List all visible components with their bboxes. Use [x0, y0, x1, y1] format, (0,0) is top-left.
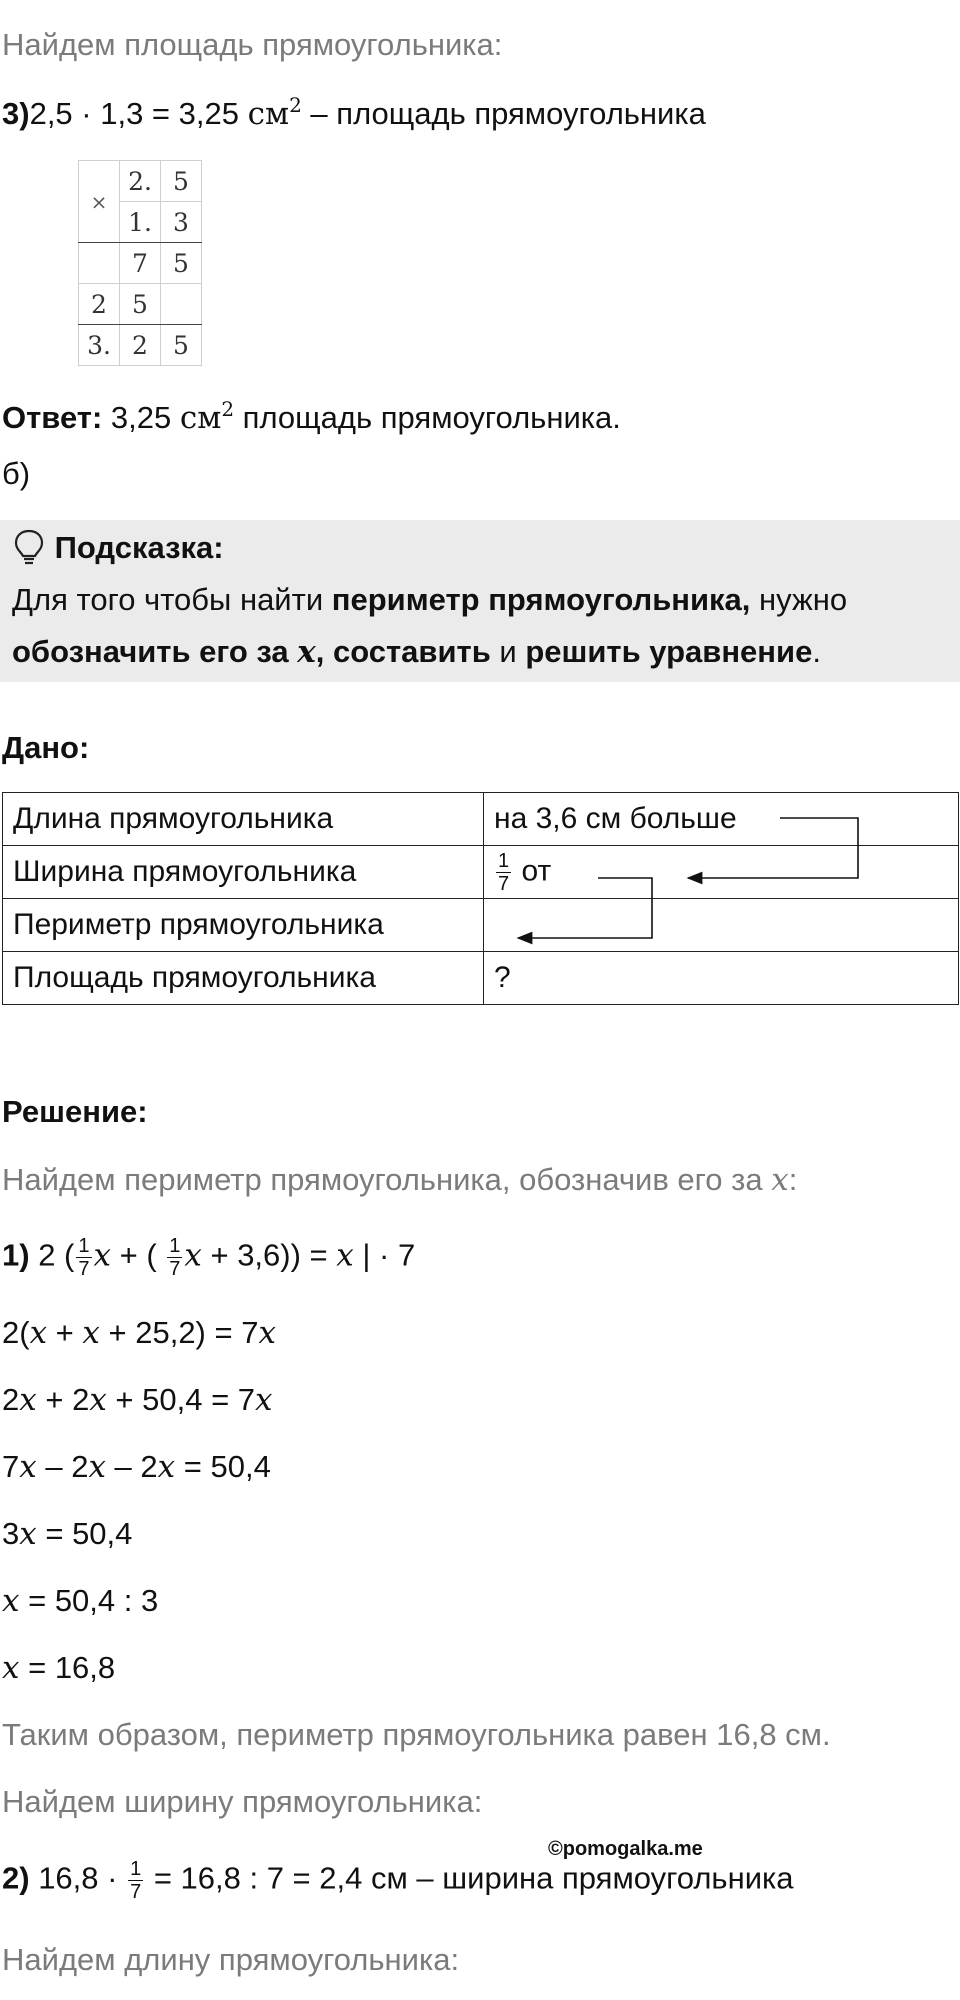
- table-row: [3, 899, 959, 952]
- hint-title: Подсказка:: [54, 530, 224, 565]
- equation-5: [2, 1514, 132, 1554]
- fraction-numerator: 1: [498, 849, 510, 872]
- lightbulb-icon: [12, 528, 46, 566]
- step2-number: 2): [2, 1860, 30, 1896]
- hint-text: нужно: [750, 582, 848, 617]
- table-row: [3, 846, 959, 899]
- grid-cell: 5: [120, 284, 161, 325]
- eq-text: + 3,6)) =: [201, 1237, 337, 1273]
- conclusion-text: Таким образом, периметр прямоугольника равен 16,8 см.: [2, 1717, 831, 1752]
- fraction-denominator: 7: [169, 1258, 181, 1280]
- given-label: Площадь прямоугольника: [3, 952, 484, 1005]
- multiplication-grid: [78, 160, 202, 366]
- given-label: Длина прямоугольника: [3, 793, 484, 846]
- hint-emphasis: обозначить его за: [12, 634, 298, 669]
- eq-variable: x: [88, 1449, 106, 1485]
- multiply-sign: ×: [79, 161, 120, 243]
- eq-variable: x: [2, 1650, 20, 1686]
- grid-cell: 7: [120, 243, 161, 284]
- fraction: [496, 850, 511, 895]
- solution-variable: x: [771, 1162, 789, 1198]
- solution-intro-text: Найдем периметр прямоугольника, обозначив его за: [2, 1162, 772, 1197]
- given-value-text: от: [521, 853, 552, 887]
- answer-value: 3,25: [102, 400, 180, 435]
- eq-text: – 2: [105, 1449, 158, 1484]
- hint-line-1: [12, 580, 847, 620]
- equation-3: [2, 1380, 273, 1420]
- fraction: [128, 1858, 143, 1903]
- answer-tail: площадь прямоугольника.: [234, 400, 621, 435]
- given-table: [2, 792, 959, 1005]
- equation-number: 1): [2, 1237, 30, 1273]
- solution-intro-end: :: [788, 1162, 798, 1197]
- equation-2: [2, 1313, 276, 1353]
- eq-variable: x: [93, 1237, 111, 1274]
- eq-text: + 25,2) = 7: [99, 1315, 259, 1350]
- eq-text: = 50,4: [175, 1449, 271, 1484]
- step3-expression: 2,5 · 1,3 = 3,25: [29, 96, 248, 131]
- eq-text: | · 7: [353, 1237, 416, 1273]
- fraction: [167, 1235, 182, 1280]
- table-row: [3, 793, 959, 846]
- hint-text: Для того чтобы найти: [12, 582, 332, 617]
- step3-description: – площадь прямоугольника: [301, 96, 706, 131]
- grid-cell: 1.: [120, 202, 161, 243]
- eq-variable: x: [19, 1516, 37, 1552]
- eq-variable: x: [336, 1237, 354, 1274]
- grid-cell: [79, 243, 120, 284]
- step3-exponent: 2: [289, 93, 302, 117]
- hint-box: [0, 520, 960, 682]
- step3-number: 3): [2, 96, 30, 131]
- eq-text: = 50,4: [36, 1516, 133, 1551]
- eq-text: 2: [2, 1382, 20, 1417]
- grid-cell: 5: [161, 161, 202, 202]
- given-title: Дано:: [2, 730, 90, 765]
- eq-text: 16,8 ·: [29, 1860, 127, 1896]
- fraction-denominator: 7: [78, 1258, 90, 1280]
- fraction-denominator: 7: [498, 872, 510, 895]
- solution-intro: [2, 1160, 797, 1200]
- given-value: ?: [484, 952, 959, 1005]
- solution-title: Решение:: [2, 1094, 148, 1129]
- intro-area-text: Найдем площадь прямоугольника:: [2, 27, 503, 62]
- eq-text: +: [47, 1315, 83, 1350]
- eq-variable: x: [82, 1315, 100, 1351]
- grid-cell: [161, 284, 202, 325]
- grid-cell: 3: [161, 202, 202, 243]
- grid-cell: 2: [120, 325, 161, 366]
- hint-emphasis: периметр прямоугольника,: [331, 582, 751, 617]
- step3-unit: см: [247, 96, 290, 132]
- eq-text: + (: [110, 1237, 166, 1273]
- eq-text: = 16,8 : 7 = 2,4 см – ширина прямоугольника: [145, 1860, 794, 1896]
- equation-7: [2, 1648, 115, 1688]
- eq-text: – 2: [36, 1449, 89, 1484]
- step3-line: [2, 94, 706, 134]
- eq-variable: x: [184, 1237, 202, 1274]
- part-b-label: б): [2, 456, 31, 491]
- answer-unit: см: [179, 400, 222, 436]
- eq-variable: x: [157, 1449, 176, 1485]
- answer-label: Ответ:: [2, 400, 103, 435]
- grid-cell: 2.: [120, 161, 161, 202]
- equation-6: [2, 1581, 158, 1621]
- equation-4: [2, 1447, 271, 1487]
- given-value: [484, 846, 959, 899]
- hint-title-line: [12, 528, 224, 568]
- grid-cell: 5: [161, 325, 202, 366]
- table-row: [3, 952, 959, 1005]
- hint-text: .: [812, 634, 821, 669]
- hint-variable: x: [297, 634, 316, 670]
- eq-variable: x: [19, 1449, 37, 1485]
- fraction-numerator: 1: [169, 1235, 181, 1257]
- fraction-numerator: 1: [130, 1858, 142, 1880]
- length-intro-text: Найдем длину прямоугольника:: [2, 1942, 460, 1977]
- answer-line: [2, 398, 621, 438]
- eq-variable: x: [19, 1382, 37, 1418]
- fraction-denominator: 7: [130, 1881, 142, 1903]
- eq-text: + 50,4 = 7: [106, 1382, 256, 1417]
- given-label: Ширина прямоугольника: [3, 846, 484, 899]
- eq-text: 2(: [2, 1315, 30, 1350]
- fraction-numerator: 1: [78, 1235, 90, 1257]
- given-value: [484, 899, 959, 952]
- given-value: на 3,6 см больше: [484, 793, 959, 846]
- hint-emphasis: решить уравнение: [525, 634, 813, 669]
- equation-1: [2, 1235, 415, 1280]
- eq-variable: x: [2, 1583, 20, 1619]
- step2-line: [2, 1858, 794, 1903]
- eq-text: 7: [2, 1449, 20, 1484]
- eq-variable: x: [255, 1382, 273, 1418]
- hint-line-2: [12, 632, 821, 672]
- grid-cell: 5: [161, 243, 202, 284]
- given-label: Периметр прямоугольника: [3, 899, 484, 952]
- grid-cell: 3.: [79, 325, 120, 366]
- width-intro-text: Найдем ширину прямоугольника:: [2, 1784, 483, 1819]
- eq-text: 3: [2, 1516, 20, 1551]
- eq-text: = 16,8: [19, 1650, 116, 1685]
- eq-variable: x: [89, 1382, 107, 1418]
- eq-text: 2 (: [29, 1237, 75, 1273]
- fraction: [76, 1235, 91, 1280]
- grid-cell: 2: [79, 284, 120, 325]
- hint-text: и: [490, 634, 526, 669]
- answer-exponent: 2: [221, 397, 235, 421]
- hint-emphasis: , составить: [315, 634, 491, 669]
- watermark: ©pomogalka.me: [548, 1838, 703, 1860]
- eq-text: + 2: [36, 1382, 90, 1417]
- eq-variable: x: [258, 1315, 276, 1351]
- eq-text: = 50,4 : 3: [19, 1583, 159, 1618]
- eq-variable: x: [29, 1315, 48, 1351]
